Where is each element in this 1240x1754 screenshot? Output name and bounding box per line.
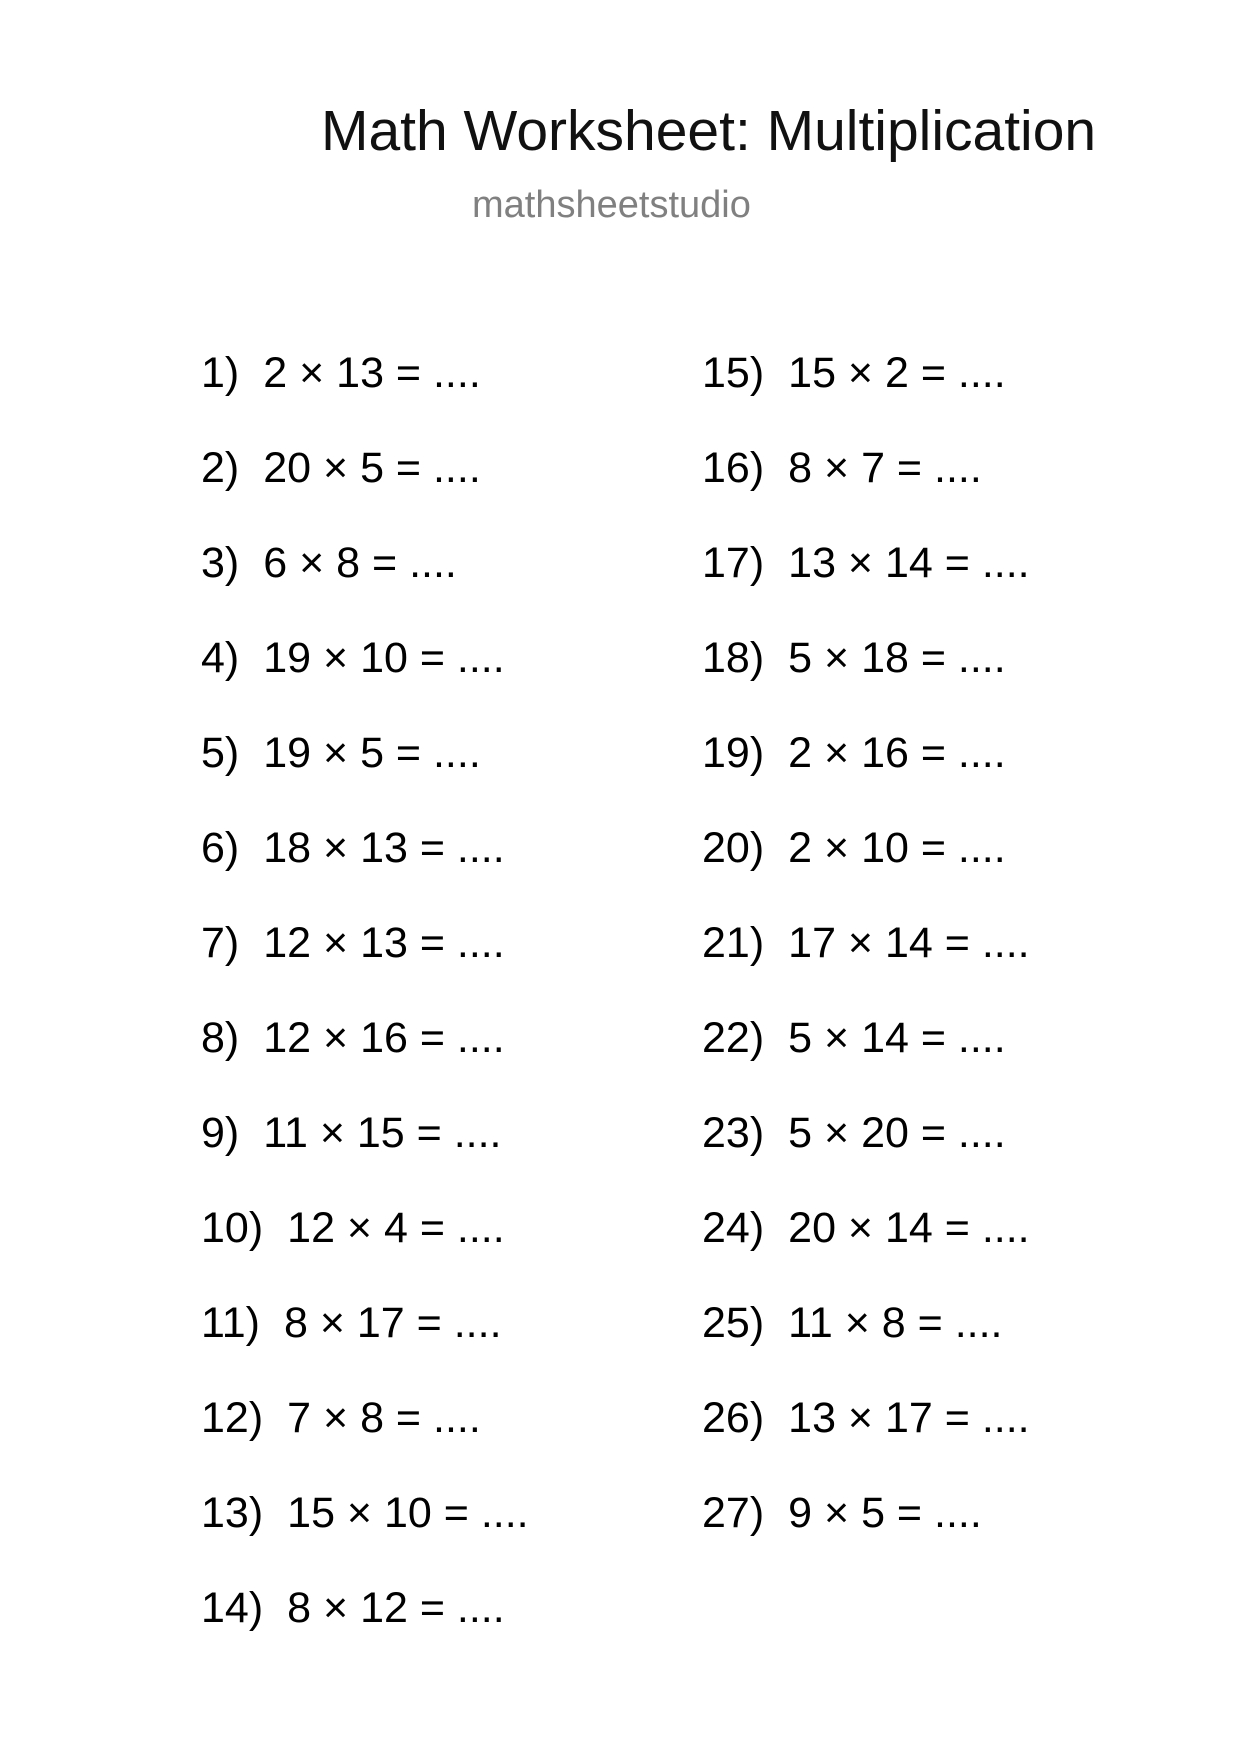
problem-expression: 8 × 7 = .... — [788, 444, 982, 492]
problem-number: 22) — [702, 1014, 765, 1062]
problem-expression: 20 × 14 = .... — [788, 1204, 1030, 1252]
problem-column-right — [702, 348, 1030, 1583]
problem-number: 2) — [201, 444, 240, 492]
problem-item — [201, 728, 529, 823]
page-title: Math Worksheet: Multiplication — [321, 99, 1097, 163]
problem-expression: 5 × 18 = .... — [788, 634, 1006, 682]
problem-number: 4) — [201, 634, 240, 682]
problem-number: 23) — [702, 1109, 765, 1157]
problem-number: 27) — [702, 1489, 765, 1537]
problem-item — [702, 1013, 1030, 1108]
problem-item — [702, 1298, 1030, 1393]
problem-number: 3) — [201, 539, 240, 587]
problem-expression: 11 × 8 = .... — [788, 1299, 1003, 1347]
problem-item — [201, 1488, 529, 1583]
problem-number: 17) — [702, 539, 765, 587]
problem-column-left — [201, 348, 529, 1678]
problem-number: 24) — [702, 1204, 765, 1252]
problem-number: 11) — [201, 1299, 260, 1347]
problem-number: 18) — [702, 634, 765, 682]
problem-expression: 15 × 10 = .... — [287, 1489, 529, 1537]
problem-item — [702, 918, 1030, 1013]
problem-number: 21) — [702, 919, 765, 967]
problem-number: 1) — [201, 349, 240, 397]
problem-number: 13) — [201, 1489, 264, 1537]
page-subtitle: mathsheetstudio — [472, 184, 751, 226]
problem-number: 5) — [201, 729, 240, 777]
problem-number: 20) — [702, 824, 765, 872]
problem-number: 12) — [201, 1394, 264, 1442]
problem-expression: 20 × 5 = .... — [263, 444, 481, 492]
problem-number: 10) — [201, 1204, 264, 1252]
problem-item — [702, 348, 1030, 443]
problem-item — [201, 443, 529, 538]
problem-expression: 9 × 5 = .... — [788, 1489, 982, 1537]
problem-expression: 12 × 13 = .... — [263, 919, 505, 967]
problem-item — [702, 443, 1030, 538]
problem-expression: 17 × 14 = .... — [788, 919, 1030, 967]
problem-item — [201, 918, 529, 1013]
problem-item — [201, 348, 529, 443]
problem-expression: 8 × 17 = .... — [283, 1299, 502, 1347]
problem-expression: 8 × 12 = .... — [287, 1584, 505, 1632]
problem-expression: 15 × 2 = .... — [788, 349, 1006, 397]
problem-item — [702, 728, 1030, 823]
problem-expression: 5 × 20 = .... — [788, 1109, 1006, 1157]
problem-item — [702, 1108, 1030, 1203]
problem-expression: 13 × 14 = .... — [788, 539, 1030, 587]
problem-item — [201, 1393, 529, 1488]
problem-expression: 12 × 16 = .... — [263, 1014, 505, 1062]
problem-item — [702, 633, 1030, 728]
problem-number: 6) — [201, 824, 240, 872]
problem-number: 26) — [702, 1394, 765, 1442]
problem-item — [201, 633, 529, 728]
problem-number: 14) — [201, 1584, 264, 1632]
problem-expression: 19 × 10 = .... — [263, 634, 505, 682]
problem-number: 7) — [201, 919, 240, 967]
problem-item — [201, 1298, 529, 1393]
problem-item — [201, 1203, 529, 1298]
problem-number: 9) — [201, 1109, 240, 1157]
problem-number: 25) — [702, 1299, 765, 1347]
problem-item — [201, 538, 529, 633]
problem-expression: 2 × 13 = .... — [263, 349, 481, 397]
problem-item — [702, 1488, 1030, 1583]
problem-item — [201, 1108, 529, 1203]
problem-expression: 7 × 8 = .... — [287, 1394, 481, 1442]
problem-expression: 18 × 13 = .... — [263, 824, 505, 872]
problem-expression: 13 × 17 = .... — [788, 1394, 1030, 1442]
problem-item — [201, 1013, 529, 1108]
problem-item — [702, 538, 1030, 633]
problem-expression: 5 × 14 = .... — [788, 1014, 1006, 1062]
problem-number: 15) — [702, 349, 765, 397]
problem-expression: 2 × 16 = .... — [788, 729, 1006, 777]
problem-item — [201, 1583, 529, 1678]
problem-number: 8) — [201, 1014, 240, 1062]
problem-number: 19) — [702, 729, 765, 777]
problem-item — [702, 1393, 1030, 1488]
problem-item — [702, 823, 1030, 918]
problem-number: 16) — [702, 444, 765, 492]
problem-expression: 19 × 5 = .... — [263, 729, 481, 777]
problem-expression: 6 × 8 = .... — [263, 539, 457, 587]
problem-expression: 11 × 15 = .... — [263, 1109, 502, 1157]
problem-item — [201, 823, 529, 918]
problem-item — [702, 1203, 1030, 1298]
problem-expression: 12 × 4 = .... — [287, 1204, 505, 1252]
problem-expression: 2 × 10 = .... — [788, 824, 1006, 872]
